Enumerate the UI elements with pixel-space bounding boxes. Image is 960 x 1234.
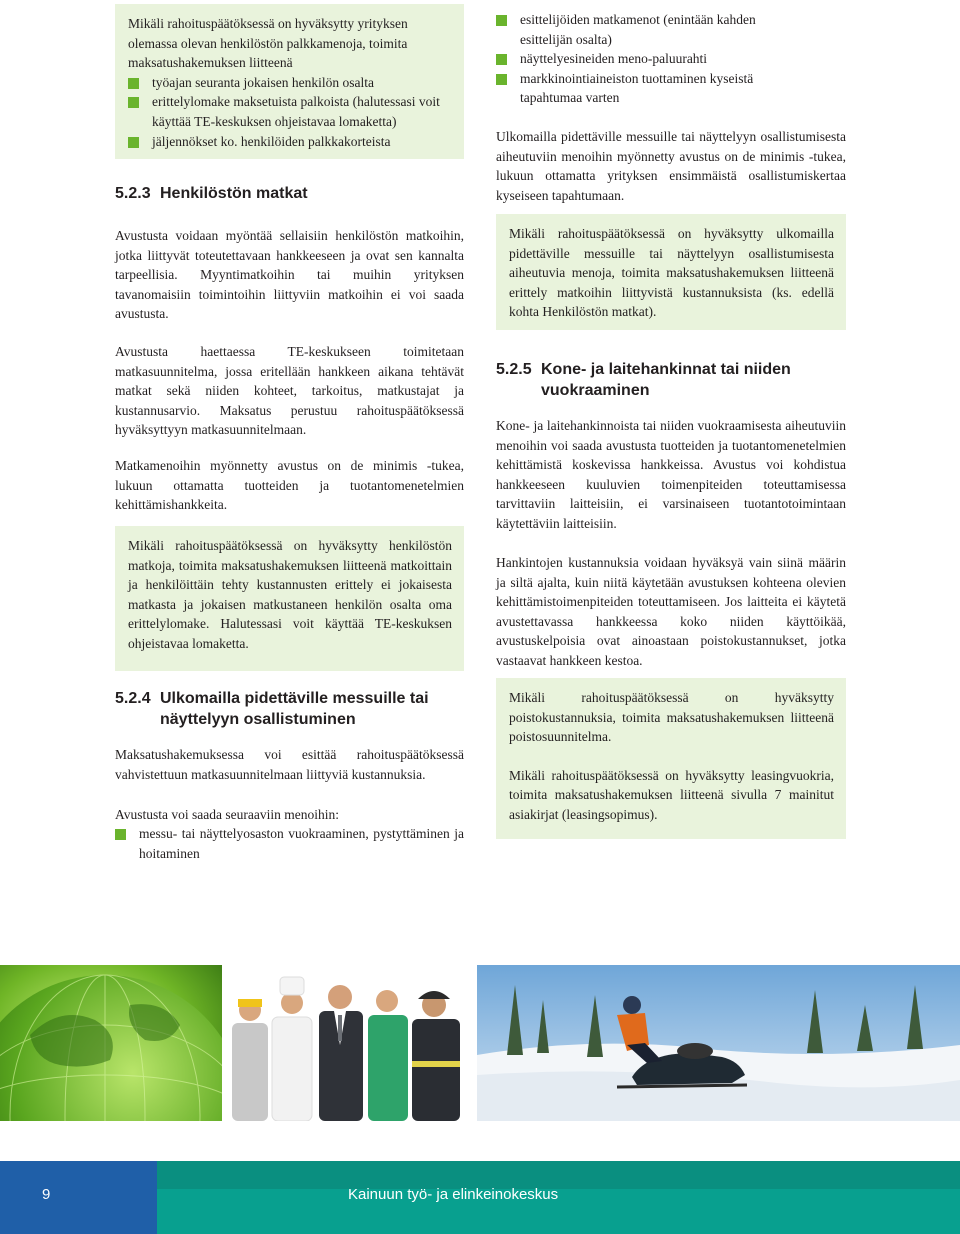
list-item: työajan seuranta jokaisen henkilön osalta [128, 73, 452, 93]
footer-band [157, 1161, 960, 1189]
section-number: 5.2.3 [115, 185, 151, 202]
footer-page-tab [0, 1161, 157, 1234]
info-box-text: Mikäli rahoituspäätöksessä on hyväksytty henkilöstön matkoja, toimita maksatushakemuksen liitteenä matkoittain ja henkilöittäin tehty kustannusten erittely ei jokaisesta matkasta ja jokaisen matkustaneen henkilön osalta oma erittelylomake. Halutessasi voit käyttää TE-keskuksen ohjeistavaa lomaketta. [128, 538, 452, 651]
section-number: 5.2.5 [496, 361, 532, 378]
list-item: messu- tai näyttelyosaston vuokraaminen, pystyttäminen ja hoitaminen [115, 824, 464, 863]
workers-image [222, 965, 477, 1121]
list-item: jäljennökset ko. henkilöiden palkkakorteista [128, 132, 452, 152]
section-heading-5-2-4 [115, 688, 464, 730]
paragraph: Hankintojen kustannuksia voidaan hyväksyä vain siinä määrin ja siltä ajalta, kuin niitä käytetään avustuksen kohteena olevien kehittämistoimenpiteiden toteuttamiseen. Jos laitteita ei käytetä avustettavassa hankkeessa koko niiden käyttöikää, avustuskelpoisia ovat ainoastaan poistokustannukset, jotka vastaavat hankkeen kestoa. [496, 555, 846, 668]
info-box-text: Mikäli rahoituspäätöksessä on hyväksytty leasingvuokria, toimita maksatushakemuksen liitteenä sivulla 7 mainitut asiakirjat (leasingsopimus). [509, 767, 834, 822]
section-title: Ulkomailla pidettäville messuille tai näyttelyyn osallistuminen [160, 690, 429, 728]
bullet-list [128, 73, 452, 151]
paragraph: Ulkomailla pidettäville messuille tai näyttelyyn osallistumisesta aiheutuviin menoihin myönnetty avustus on de minimis -tukea, lukuun ottamatta yrityksen ensimmäistä osallistumiskertaa kyseiseen tapahtumaan. [496, 129, 846, 203]
section-title: Henkilöstön matkat [160, 185, 308, 202]
info-box-kone [496, 678, 846, 839]
bullet-list [496, 10, 796, 108]
section-heading-5-2-5 [496, 359, 846, 401]
paragraph: Kone- ja laitehankinnoista tai niiden vuokraamisesta aiheutuviin menoihin voi saada avustusta tuotteiden ja tuotantomenetelmien kehittämistä koskevissa hankkeissa. Avustus voi kohdistua hankkeeseen kuuluvien toimenpiteiden toteuttamisessa tarvittaviin laitteisiin, ei varsinaiseen tuotantotoimintaan käytettäviin laitteisiin. [496, 418, 846, 531]
list-item: esittelijöiden matkamenot (enintään kahden esittelijän osalta) [496, 10, 796, 49]
info-box-intro: Mikäli rahoituspäätöksessä on hyväksytty yrityksen olemassa olevan henkilöstön palkkamenoja, toimita maksatushakemuksen liitteenä [128, 16, 408, 71]
paragraph: Maksatushakemuksessa voi esittää rahoituspäätöksessä vahvistettuun matkasuunnitelmaan liittyviä kustannuksia. [115, 747, 464, 782]
section-title: Kone- ja laitehankinnat tai niiden vuokraaminen [541, 361, 791, 399]
globe-image [0, 965, 225, 1121]
info-box-text: Mikäli rahoituspäätöksessä on hyväksytty ulkomailla pidettäville messuille tai näyttelyyn osallistumisesta aiheutuvia menoja, toimita maksatushakemuksen liitteenä erittely matkoihin liittyvistä kustannuksista (ks. edellä kohta Henkilöstön matkat). [509, 226, 834, 320]
section-number: 5.2.4 [115, 690, 151, 707]
section-heading-5-2-3 [115, 183, 464, 204]
paragraph: Avustusta haettaessa TE-keskukseen toimitetaan matkasuunnitelma, jossa eritellään hankkeen aikana tehtävät matkat sekä niiden kohteet, tarkoitus, matkustajat ja kustannusarvio. Maksatus perustuu rahoituspäätöksessä hyväksyttyyn matkasuunnitelmaan. [115, 344, 464, 438]
footer-title: Kainuun työ- ja elinkeinokeskus [348, 1186, 559, 1203]
info-box-palkkamenot [115, 4, 464, 159]
bullet-list [115, 824, 464, 863]
list-item: markkinointiaineiston tuottaminen kyseistä tapahtumaa varten [496, 69, 796, 108]
list-item: erittelylomake maksetuista palkoista (halutessasi voit käyttää TE-keskuksen ohjeistavaa lomaketta) [128, 92, 452, 131]
page-number: 9 [42, 1186, 51, 1203]
photo-strip [0, 965, 960, 1121]
paragraph: Matkamenoihin myönnetty avustus on de minimis -tukea, lukuun ottamatta tuotteiden ja tuotantomenetelmien kehittämishankkeita. [115, 458, 464, 513]
paragraph: Avustusta voi saada seuraaviin menoihin: [115, 807, 339, 822]
info-box-ulkomaat [496, 214, 846, 330]
paragraph: Avustusta voidaan myöntää sellaisiin henkilöstön matkoihin, jotka liittyvät toteutettavaan hankkeeseen ja ovat sen kannalta tarpeellisia. Myyntimatkoihin tai muihin yrityksen tavanomaisiin toimintoihin liittyviin matkoihin ei voi saada avustusta. [115, 228, 464, 322]
list-item: näyttelyesineiden meno-paluurahti [496, 49, 796, 69]
info-box-matkat [115, 526, 464, 671]
snowmobile-image [477, 965, 960, 1121]
info-box-text: Mikäli rahoituspäätöksessä on hyväksytty poistokustannuksia, toimita maksatushakemuksen liitteenä poistosuunnitelma. [509, 690, 834, 745]
